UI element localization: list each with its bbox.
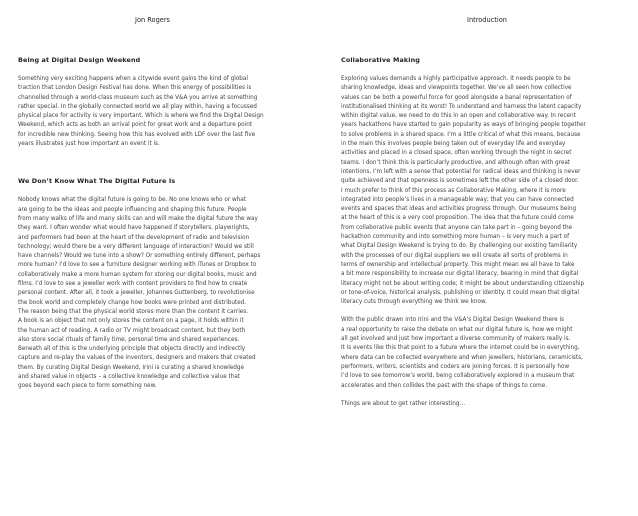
paragraph-closing: Things are about to get rather interesting…: [341, 400, 466, 407]
header-author: Jon Rogers: [135, 16, 170, 24]
heading-digital-future: We Don’t Know What The Digital Future Is: [18, 177, 176, 186]
paragraph-being-at-ddw: Something very exciting happens when a citywide event gains the kind of global traction that London Design Festival has done. When this energy of possibilities is channelled through a world-class museum such as the V&A you arrive at something rather special. In the globally connected world we all play within, having a focussed physical place for activity is very important. Which is where we find the Digital Design Weekend, which acts as both an arrival point for great work and a departure point for incredible new thinking. Seeing how this has evolved with LDF over the last five years illustrates just how important an event it is.: [18, 76, 264, 148]
header-section-title: Introduction: [467, 16, 507, 24]
heading-collaborative-making: Collaborative Making: [341, 56, 420, 64]
right-column: [341, 56, 621, 409]
paragraph-collaborative-making: Exploring values demands a highly participative approach. It needs people to be sharing knowledge, ideas and viewpoints together. We’ve all seen how collective values can be both a powerful force for good alongside a banal representation of institutionalised thinking at its worst! To understand and harness the latent capacity within digital value, we need to do this in an open and collaborative way. In recent years hackathons have started to gain popularity as ways of bringing people together to solve problems in a shared space. I’m a little critical of what this means, because in the main this involves people being taken out of everyday life and everyday activities and placed in a closed space, often working through the night in secret teams. I don’t think this is particularly productive, and although often with great intentions, I’m left with a sense that potential for radical ideas and thinking is never quite achieved and that openness is sometimes left the other side of a closed door. I much prefer to think of this process as Collaborative Making, where it is more integrated into people’s lives in a manageable way; that you can have connected events and spaces that ideas and activities progress through. Our museums being at the heart of this is a very cool proposition. The idea that the future could come from collaborative public events that anyone can take part in – going beyond the hackathon community and into something more human – is very much a part of what Digital Design Weekend is trying to do. By challenging our existing familiarity with the processes of our digital suppliers we will create all sorts of problems in terms of ownership and intellectual property. This might mean we all have to take a bit more responsibility to increase our digital literacy, bearing in mind that digital literacy might not be about writing code; it might be about understanding citizenship or tone-of-voice, historical analysis, publishing or identity. It could mean that digital literacy cuts through everything we think we know.: [341, 76, 587, 306]
paragraph-public-drawn-in: With the public drawn into Irini and the V&A’s Digital Design Weekend there is a real opportunity to raise the debate on what our digital future is, how we might all get involved and just how important a diverse community of makers really is. It is events like this that point to a future where the internet could be in everything, where data can be collected everywhere and when jewellers, historians, ceramicists, performers, writers, scientists and coders are joining forces. It is personally how I’d love to see tomorrow’s world, being collaboratively explored in a museum that accelerates and then collides the past with the shape of things to come.: [341, 317, 583, 389]
paragraph-digital-future: Nobody knows what the digital future is going to be. No one knows who or what are going to be the ideas and people influencing and shaping this future. People from many walks of life and many skills can and will make the digital future the way they want. I often wonder what would have happened if storytellers, playwrights, and performers had been at the heart of the development of radio and television technology; would there be a very different language of interaction? Would we still have channels? Would we tune into a show? Or something entirely different, perhaps more human? I’d love to see a furniture designer working with iTunes or Dropbox to collaboratively make a more human system for storing our digital books, music and films. I’d love to see a jeweller work with content providers to find how to create personal content. After all, it took a jeweller, Johannes Guttenberg, to revolutionise the book world and completely change how books were printed and distributed. The reason being that the physical world stores more than the content it carries. A book is an object that not only stores the content on a page, it holds within it the human act of reading. A radio or TV might broadcast content, but they both also store social rituals of family time, personal time and shared experiences. Beneath all of this is the underlying principle that objects directly and indirectly capture and re-play the values of the inventors, designers and makers that created them. By curating Digital Design Weekend, Irini is curating a shared knowledge and shared value in objects – a collective knowledge and collective value that goes beyond each piece to form something new.: [18, 197, 261, 390]
left-column: [18, 56, 293, 392]
heading-being-at-ddw: Being at Digital Design Weekend: [18, 56, 141, 64]
